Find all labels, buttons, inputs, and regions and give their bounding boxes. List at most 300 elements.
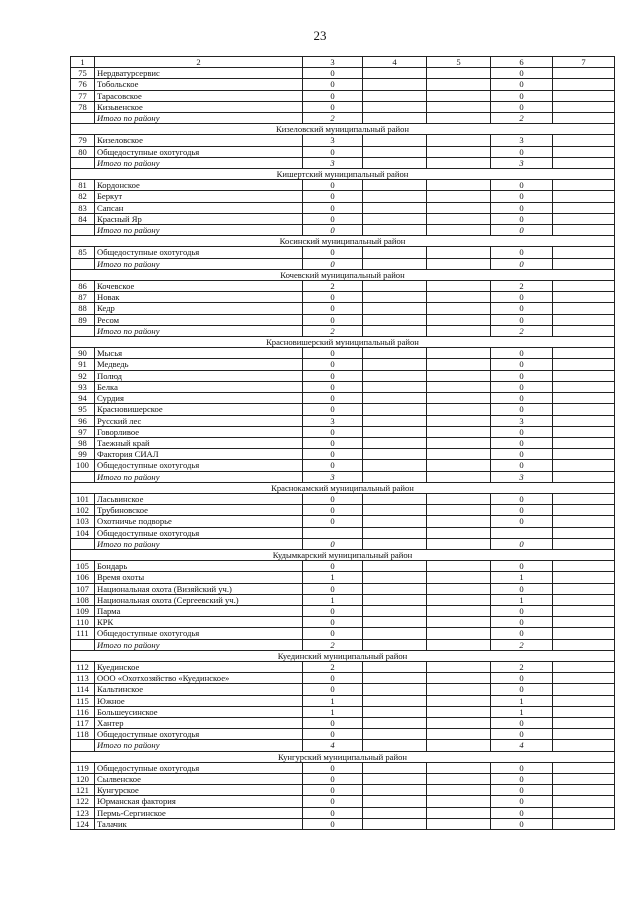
hunting-ground-name: Время охоты xyxy=(95,572,303,583)
column-6-value: 0 xyxy=(491,359,553,370)
column-3-value: 0 xyxy=(303,762,363,773)
district-total-row xyxy=(71,225,615,236)
hunting-ground-name: Итого по району xyxy=(95,471,303,482)
table-row xyxy=(71,673,615,684)
column-7-value xyxy=(553,673,615,684)
hunting-ground-name: Общедоступные охотугодья xyxy=(95,762,303,773)
table-row xyxy=(71,527,615,538)
column-7-value xyxy=(553,135,615,146)
column-4-value xyxy=(363,538,427,549)
column-5-value xyxy=(427,516,491,527)
column-3-value: 0 xyxy=(303,404,363,415)
row-number: 100 xyxy=(71,460,95,471)
column-4-value xyxy=(363,113,427,124)
row-number: 117 xyxy=(71,717,95,728)
column-4-value xyxy=(363,314,427,325)
column-3-value: 0 xyxy=(303,673,363,684)
column-6-value: 0 xyxy=(491,538,553,549)
row-number: 75 xyxy=(71,68,95,79)
row-number: 97 xyxy=(71,426,95,437)
column-7-value xyxy=(553,774,615,785)
table-row xyxy=(71,449,615,460)
column-3-value: 0 xyxy=(303,292,363,303)
column-4-value xyxy=(363,785,427,796)
row-number: 116 xyxy=(71,706,95,717)
column-6-value: 0 xyxy=(491,225,553,236)
column-3-value: 0 xyxy=(303,348,363,359)
district-total-row xyxy=(71,538,615,549)
district-header-row xyxy=(71,337,615,348)
column-5-value xyxy=(427,213,491,224)
column-5-value xyxy=(427,157,491,168)
column-7-value xyxy=(553,617,615,628)
table-row xyxy=(71,572,615,583)
column-6-value: 0 xyxy=(491,617,553,628)
column-7-value xyxy=(553,516,615,527)
column-6-value: 1 xyxy=(491,695,553,706)
table-row xyxy=(71,661,615,672)
table-row xyxy=(71,281,615,292)
column-7-value xyxy=(553,449,615,460)
row-number: 115 xyxy=(71,695,95,706)
column-header-2: 2 xyxy=(95,57,303,68)
row-number: 110 xyxy=(71,617,95,628)
column-7-value xyxy=(553,561,615,572)
column-7-value xyxy=(553,202,615,213)
column-6-value: 0 xyxy=(491,292,553,303)
column-6-value: 0 xyxy=(491,449,553,460)
column-6-value: 3 xyxy=(491,415,553,426)
column-6-value: 0 xyxy=(491,404,553,415)
table-row xyxy=(71,292,615,303)
hunting-ground-name: Фактория СИАЛ xyxy=(95,449,303,460)
column-7-value xyxy=(553,90,615,101)
column-6-value: 4 xyxy=(491,740,553,751)
column-4-value xyxy=(363,247,427,258)
row-number xyxy=(71,113,95,124)
hunting-ground-name: ООО «Охотхозяйство «Куединское» xyxy=(95,673,303,684)
column-4-value xyxy=(363,818,427,829)
row-number: 99 xyxy=(71,449,95,460)
table-row xyxy=(71,79,615,90)
hunting-ground-name: Тобольское xyxy=(95,79,303,90)
column-4-value xyxy=(363,101,427,112)
district-name: Куединский муниципальный район xyxy=(71,650,615,661)
column-7-value xyxy=(553,247,615,258)
column-4-value xyxy=(363,740,427,751)
row-number: 122 xyxy=(71,796,95,807)
column-6-value: 0 xyxy=(491,516,553,527)
column-5-value xyxy=(427,460,491,471)
column-7-value xyxy=(553,415,615,426)
column-7-value xyxy=(553,68,615,79)
column-6-value: 0 xyxy=(491,460,553,471)
column-7-value xyxy=(553,79,615,90)
column-4-value xyxy=(363,258,427,269)
district-name: Кочевский муниципальный район xyxy=(71,269,615,280)
row-number: 82 xyxy=(71,191,95,202)
column-3-value: 0 xyxy=(303,381,363,392)
column-3-value: 1 xyxy=(303,706,363,717)
hunting-ground-name: Бондарь xyxy=(95,561,303,572)
table-row xyxy=(71,146,615,157)
column-5-value xyxy=(427,527,491,538)
row-number: 118 xyxy=(71,729,95,740)
column-6-value: 2 xyxy=(491,639,553,650)
column-3-value: 0 xyxy=(303,247,363,258)
column-3-value: 0 xyxy=(303,605,363,616)
table-row xyxy=(71,90,615,101)
hunting-ground-name: Полюд xyxy=(95,370,303,381)
column-7-value xyxy=(553,538,615,549)
column-4-value xyxy=(363,303,427,314)
column-5-value xyxy=(427,661,491,672)
column-6-value: 1 xyxy=(491,706,553,717)
hunting-ground-name: Белка xyxy=(95,381,303,392)
column-3-value: 0 xyxy=(303,90,363,101)
column-4-value xyxy=(363,807,427,818)
hunting-ground-name: Общедоступные охотугодья xyxy=(95,146,303,157)
hunting-ground-name: Тарасовское xyxy=(95,90,303,101)
hunting-ground-name: Кальтинское xyxy=(95,684,303,695)
row-number: 103 xyxy=(71,516,95,527)
column-4-value xyxy=(363,527,427,538)
column-7-value xyxy=(553,460,615,471)
table-row xyxy=(71,101,615,112)
column-5-value xyxy=(427,135,491,146)
column-7-value xyxy=(553,583,615,594)
column-4-value xyxy=(363,605,427,616)
column-6-value: 0 xyxy=(491,202,553,213)
hunting-ground-name: Говорливое xyxy=(95,426,303,437)
column-4-value xyxy=(363,191,427,202)
column-5-value xyxy=(427,381,491,392)
column-3-value: 0 xyxy=(303,583,363,594)
row-number xyxy=(71,325,95,336)
column-5-value xyxy=(427,348,491,359)
column-3-value: 0 xyxy=(303,628,363,639)
column-3-value: 0 xyxy=(303,617,363,628)
district-total-row xyxy=(71,157,615,168)
column-5-value xyxy=(427,471,491,482)
row-number xyxy=(71,258,95,269)
table-row xyxy=(71,404,615,415)
column-5-value xyxy=(427,807,491,818)
hunting-ground-name: КРК xyxy=(95,617,303,628)
column-5-value xyxy=(427,706,491,717)
column-6-value: 2 xyxy=(491,325,553,336)
column-header-1: 1 xyxy=(71,57,95,68)
row-number xyxy=(71,740,95,751)
hunting-ground-name: Кочевское xyxy=(95,281,303,292)
hunting-ground-name: Национальная охота (Визяйский уч.) xyxy=(95,583,303,594)
column-6-value: 0 xyxy=(491,785,553,796)
column-3-value: 0 xyxy=(303,437,363,448)
hunting-ground-name: Общедоступные охотугодья xyxy=(95,628,303,639)
district-header-row xyxy=(71,650,615,661)
column-4-value xyxy=(363,706,427,717)
hunting-ground-name: Кизьвенское xyxy=(95,101,303,112)
column-5-value xyxy=(427,673,491,684)
row-number: 112 xyxy=(71,661,95,672)
table-row xyxy=(71,180,615,191)
column-5-value xyxy=(427,605,491,616)
district-header-row xyxy=(71,482,615,493)
column-5-value xyxy=(427,449,491,460)
column-6-value: 0 xyxy=(491,796,553,807)
column-3-value: 2 xyxy=(303,281,363,292)
hunting-ground-name: Итого по району xyxy=(95,225,303,236)
column-5-value xyxy=(427,818,491,829)
district-name: Кудымкарский муниципальный район xyxy=(71,549,615,560)
column-4-value xyxy=(363,146,427,157)
table-row xyxy=(71,135,615,146)
column-5-value xyxy=(427,202,491,213)
column-7-value xyxy=(553,348,615,359)
column-4-value xyxy=(363,572,427,583)
column-5-value xyxy=(427,762,491,773)
column-6-value: 0 xyxy=(491,314,553,325)
hunting-ground-name: Итого по району xyxy=(95,740,303,751)
column-4-value xyxy=(363,79,427,90)
district-total-row xyxy=(71,258,615,269)
hunting-ground-name: Итого по району xyxy=(95,538,303,549)
column-7-value xyxy=(553,594,615,605)
row-number: 78 xyxy=(71,101,95,112)
row-number: 84 xyxy=(71,213,95,224)
table-row xyxy=(71,807,615,818)
column-7-value xyxy=(553,404,615,415)
column-5-value xyxy=(427,370,491,381)
column-7-value xyxy=(553,605,615,616)
hunting-ground-name: Талачик xyxy=(95,818,303,829)
hunting-ground-name: Ресом xyxy=(95,314,303,325)
hunting-ground-name: Хантер xyxy=(95,717,303,728)
table-row xyxy=(71,68,615,79)
column-5-value xyxy=(427,404,491,415)
column-7-value xyxy=(553,292,615,303)
column-7-value xyxy=(553,628,615,639)
table-row xyxy=(71,605,615,616)
column-7-value xyxy=(553,527,615,538)
row-number: 111 xyxy=(71,628,95,639)
column-6-value: 2 xyxy=(491,661,553,672)
table-row xyxy=(71,818,615,829)
district-header-row xyxy=(71,124,615,135)
column-6-value: 0 xyxy=(491,258,553,269)
column-7-value xyxy=(553,426,615,437)
hunting-ground-name: Таежный край xyxy=(95,437,303,448)
hunting-ground-name: Общедоступные охотугодья xyxy=(95,729,303,740)
table-row xyxy=(71,774,615,785)
row-number: 92 xyxy=(71,370,95,381)
column-header-4: 4 xyxy=(363,57,427,68)
row-number: 106 xyxy=(71,572,95,583)
row-number: 89 xyxy=(71,314,95,325)
column-3-value xyxy=(303,527,363,538)
column-6-value: 0 xyxy=(491,818,553,829)
table-row xyxy=(71,426,615,437)
column-4-value xyxy=(363,684,427,695)
hunting-ground-name: Кизеловское xyxy=(95,135,303,146)
hunting-grounds-table xyxy=(70,56,615,830)
row-number: 113 xyxy=(71,673,95,684)
column-3-value: 0 xyxy=(303,101,363,112)
row-number: 91 xyxy=(71,359,95,370)
column-6-value: 0 xyxy=(491,493,553,504)
column-5-value xyxy=(427,796,491,807)
column-3-value: 0 xyxy=(303,774,363,785)
hunting-ground-name: Южное xyxy=(95,695,303,706)
column-5-value xyxy=(427,191,491,202)
hunting-ground-name: Сылвенское xyxy=(95,774,303,785)
row-number: 81 xyxy=(71,180,95,191)
row-number: 87 xyxy=(71,292,95,303)
column-7-value xyxy=(553,684,615,695)
column-3-value: 2 xyxy=(303,325,363,336)
column-3-value: 2 xyxy=(303,661,363,672)
district-header-row xyxy=(71,236,615,247)
row-number: 83 xyxy=(71,202,95,213)
column-4-value xyxy=(363,415,427,426)
column-6-value: 0 xyxy=(491,381,553,392)
row-number: 93 xyxy=(71,381,95,392)
column-3-value: 0 xyxy=(303,202,363,213)
table-row xyxy=(71,684,615,695)
column-3-value: 3 xyxy=(303,415,363,426)
column-4-value xyxy=(363,202,427,213)
row-number: 109 xyxy=(71,605,95,616)
district-header-row xyxy=(71,269,615,280)
table-row xyxy=(71,303,615,314)
column-7-value xyxy=(553,191,615,202)
column-4-value xyxy=(363,449,427,460)
column-3-value: 0 xyxy=(303,79,363,90)
row-number xyxy=(71,225,95,236)
row-number: 102 xyxy=(71,505,95,516)
hunting-ground-name: Охотничье подворье xyxy=(95,516,303,527)
column-6-value: 0 xyxy=(491,180,553,191)
row-number: 124 xyxy=(71,818,95,829)
column-6-value: 0 xyxy=(491,90,553,101)
column-6-value: 3 xyxy=(491,471,553,482)
district-header-row xyxy=(71,169,615,180)
column-5-value xyxy=(427,325,491,336)
column-7-value xyxy=(553,807,615,818)
column-6-value: 0 xyxy=(491,628,553,639)
column-4-value xyxy=(363,359,427,370)
column-6-value: 3 xyxy=(491,157,553,168)
row-number: 119 xyxy=(71,762,95,773)
column-4-value xyxy=(363,673,427,684)
row-number: 77 xyxy=(71,90,95,101)
column-4-value xyxy=(363,437,427,448)
column-3-value: 1 xyxy=(303,594,363,605)
column-4-value xyxy=(363,370,427,381)
column-4-value xyxy=(363,594,427,605)
column-6-value: 1 xyxy=(491,572,553,583)
hunting-ground-name: Общедоступные охотугодья xyxy=(95,460,303,471)
row-number: 121 xyxy=(71,785,95,796)
district-name: Краснокамский муниципальный район xyxy=(71,482,615,493)
table-row xyxy=(71,706,615,717)
column-3-value: 0 xyxy=(303,818,363,829)
column-7-value xyxy=(553,493,615,504)
column-6-value: 0 xyxy=(491,247,553,258)
table-row xyxy=(71,370,615,381)
column-4-value xyxy=(363,505,427,516)
column-7-value xyxy=(553,303,615,314)
column-5-value xyxy=(427,292,491,303)
column-6-value: 0 xyxy=(491,437,553,448)
column-6-value xyxy=(491,527,553,538)
row-number: 79 xyxy=(71,135,95,146)
table-row xyxy=(71,348,615,359)
column-5-value xyxy=(427,180,491,191)
column-6-value: 1 xyxy=(491,594,553,605)
column-5-value xyxy=(427,68,491,79)
column-7-value xyxy=(553,101,615,112)
column-5-value xyxy=(427,437,491,448)
column-6-value: 0 xyxy=(491,426,553,437)
column-7-value xyxy=(553,180,615,191)
column-3-value: 0 xyxy=(303,729,363,740)
column-5-value xyxy=(427,225,491,236)
row-number: 94 xyxy=(71,393,95,404)
column-7-value xyxy=(553,157,615,168)
row-number: 98 xyxy=(71,437,95,448)
column-header-5: 5 xyxy=(427,57,491,68)
table-row xyxy=(71,729,615,740)
column-3-value: 0 xyxy=(303,493,363,504)
column-7-value xyxy=(553,325,615,336)
column-5-value xyxy=(427,258,491,269)
row-number: 88 xyxy=(71,303,95,314)
table-row xyxy=(71,191,615,202)
column-3-value: 0 xyxy=(303,516,363,527)
column-7-value xyxy=(553,314,615,325)
column-5-value xyxy=(427,415,491,426)
hunting-ground-name: Общедоступные охотугодья xyxy=(95,527,303,538)
row-number: 108 xyxy=(71,594,95,605)
hunting-ground-name: Красновишерское xyxy=(95,404,303,415)
row-number xyxy=(71,471,95,482)
district-total-row xyxy=(71,471,615,482)
column-3-value: 3 xyxy=(303,471,363,482)
column-3-value: 0 xyxy=(303,314,363,325)
row-number: 90 xyxy=(71,348,95,359)
hunting-ground-name: Мысья xyxy=(95,348,303,359)
column-6-value: 0 xyxy=(491,505,553,516)
district-header-row xyxy=(71,549,615,560)
column-4-value xyxy=(363,90,427,101)
hunting-ground-name: Пермь-Сергинское xyxy=(95,807,303,818)
column-5-value xyxy=(427,146,491,157)
column-3-value: 0 xyxy=(303,561,363,572)
column-3-value: 1 xyxy=(303,695,363,706)
column-3-value: 0 xyxy=(303,505,363,516)
column-7-value xyxy=(553,146,615,157)
column-7-value xyxy=(553,717,615,728)
table-row xyxy=(71,202,615,213)
column-5-value xyxy=(427,583,491,594)
column-5-value xyxy=(427,113,491,124)
column-5-value xyxy=(427,79,491,90)
column-4-value xyxy=(363,325,427,336)
column-7-value xyxy=(553,437,615,448)
column-5-value xyxy=(427,617,491,628)
column-6-value: 0 xyxy=(491,348,553,359)
